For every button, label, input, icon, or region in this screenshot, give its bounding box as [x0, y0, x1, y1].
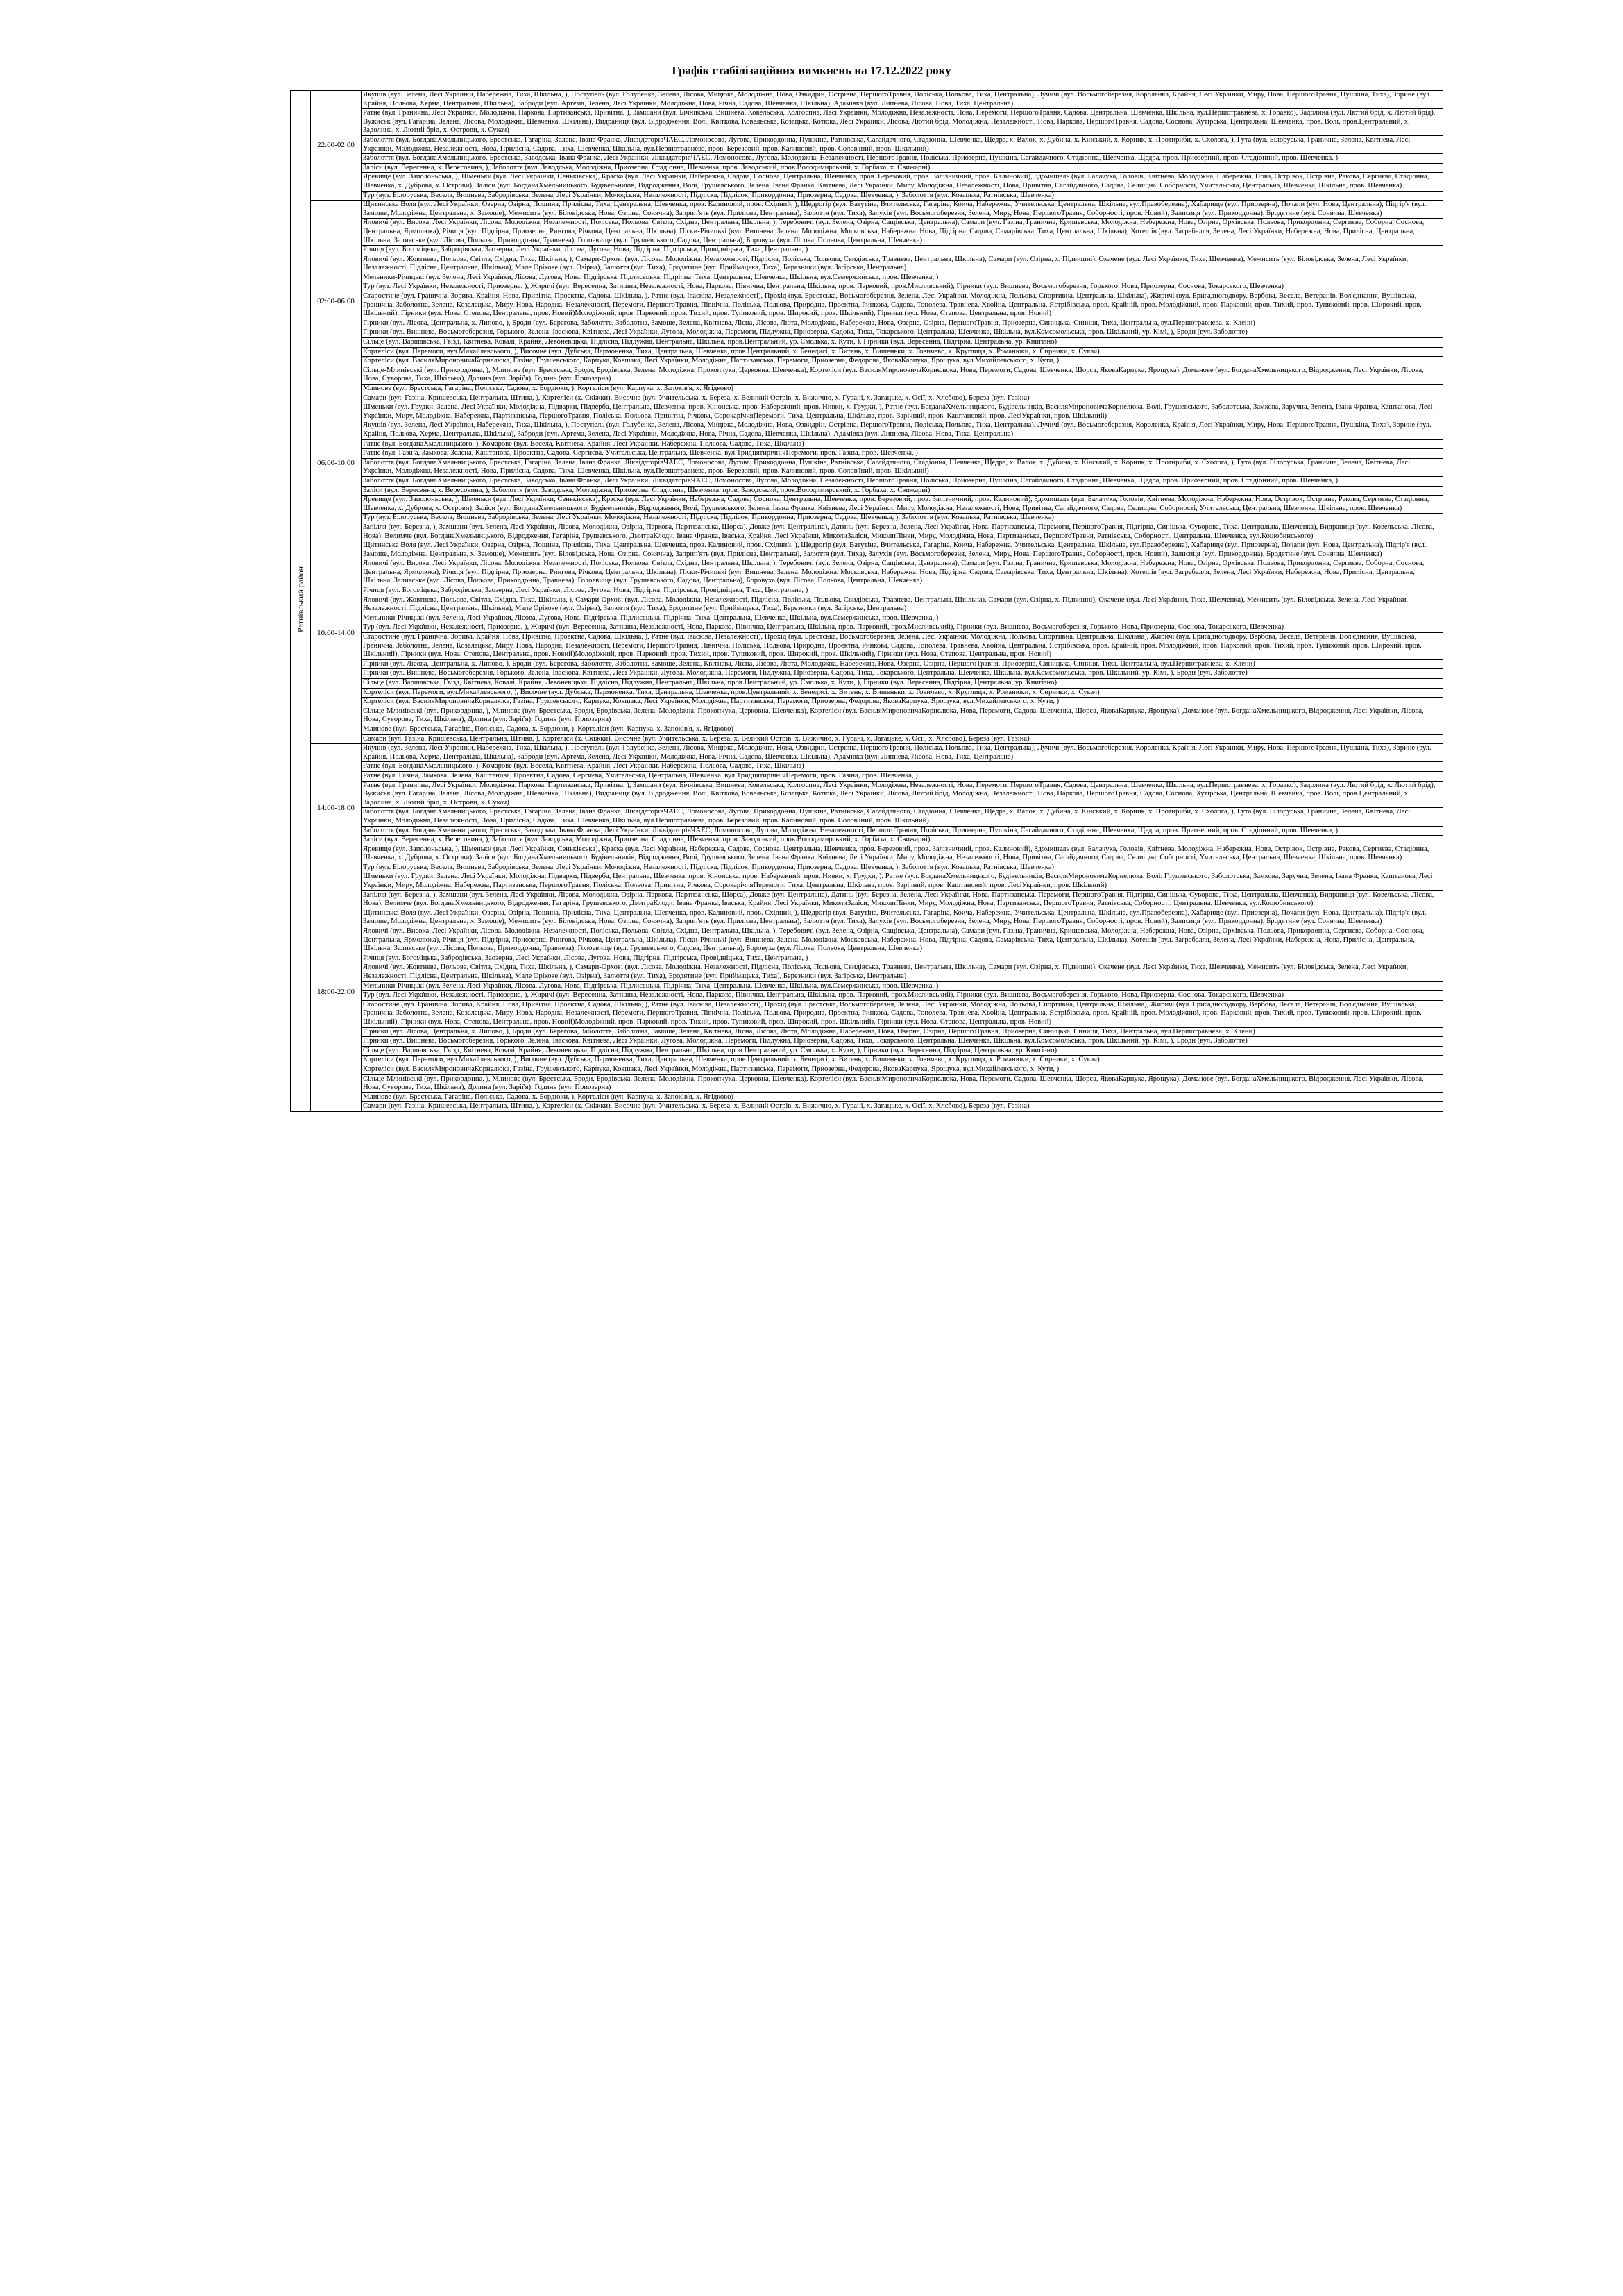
settlements-cell: Заболоття (вул. БогданаХмельницького, Брестська, Заводська, Івана Франка, Лесі Українки, ЛіквідаторівЧАЕС, Ломоносова, Лугова, Молодіжна, Незалежності, ПершогоТравня, Поліська, Приозерна, Пушкіна, Сагайдачного, Стадіонна, Шевченка, Щедра, пров. Приозерний, пров. Стадіонний, пров. Шевченка, ) — [362, 826, 1443, 836]
schedule-row — [291, 357, 1443, 366]
schedule-row — [291, 1046, 1443, 1056]
settlements-cell: Сільце-Млинівські (вул. Прикордонна, ), Млинове (вул. Брестська, Броди, Бродівська, Зелена, Молодіжна, Прокопчука, Церковна, Шевченка), Кортеліси (вул. ВасиляМироновичаКорнелюка, Нова, Перемоги, Садова, Шевченка, Щорса, ЯковаКарпука, Ярощука), Доманове (вул. БогданаХмельницького, Відродження, Лесі Українки, Лісова, Нова, Суворова, Тиха, Шкільна), Долина (вул. Зарії'я), Годинь (вул. Приозерна) — [362, 1074, 1443, 1092]
settlements-cell: Шменьки (вул. Грудки, Зелена, Лесі Українки, Молодіжна, Підварки, Підверба, Центральна, Шевченка, пров. Кінонська, пров. Набережний, пров. Нивки, х. Грудки, ), Ратне (вул. БогданаХмельницького, Будівельників, ВасиляМироновичаКорнелюка, Волі, Грушевського, Заболотська, Замкова, Заручна, Зелена, Івана Франка, Каштанова, Лесі Українки, Миру, Молодіжна, Набережна, Партизанська, ПершогоТравня, Поліська, Польова, Привітна, Річкова, СорокаріччяПеремоги, Тиха, Центральна, Шкільна, пров. Зарічний, пров. Каштановий, пров. ЛесіУкраїнки, пров. Шкільний) — [362, 872, 1443, 890]
schedule-row — [291, 623, 1443, 633]
schedule-row — [291, 1000, 1443, 1027]
settlements-cell: Щитинська Воля (вул. Лесі Українки, Озерна, Озірна, Пощина, Прилісна, Тиха, Центральна, Шевченка, пров. Калиновий, пров. Східний, ), Щедрогір (вул. Ватутіна, Вчительська, Гагаріна, Коича, Набережна, Учительська, Центральна, Шкільна, вул.Правоберезна), Хабарище (вул. Приозерна), Почапи (вул. Нова, Центральна), Підгір'я (вул. Замоше, Молодіжна, Центральна, х. Замоше), Межисить (вул. Біловідська, Нова, Озірна, Сонячна), Заприп'ять (вул. Прилісна, Центральна), Залюття (вул. Тиха), Залухів (вул. Восьмогоберезня, Зелена, Миру, Нова, ПершогоТравня, Соборності, пров. Новий), Залисиця (вул. Прикордонна), Бродятине (вул. Сонячна, Шевченка) — [362, 909, 1443, 927]
schedule-row — [291, 523, 1443, 541]
schedule-row — [291, 255, 1443, 273]
settlements-cell: Заболоття (вул. БогданаХмельницького, Брестська, Гагаріна, Зелена, Івана Франка, ЛіквідаторівЧАЕС, Ломоносова, Лугова, Прикордонна, Пушкіна, Ратнівська, Сагайдачного, Стадіонна, Шевченка, Щедра, х. Валок, х. Дубина, х. Кінський, х. Корник, х. Протириби, х. Схолога, ), Гута (вул. Білоруська, Гранична, Зелена, Квітнева, Лесі Українки, Молодіжна, Незалежності, Нова, Прилісна, Садова, Тиха, Шевченка, Шкільна, вул.Першотравнева, пров. Березовий, пров. Калиновий, пров. Солов'їний, пров. Шкільний) — [362, 458, 1443, 476]
schedule-row — [291, 347, 1443, 357]
schedule-row — [291, 836, 1443, 845]
schedule-row — [291, 559, 1443, 586]
settlements-cell: Кортеліси (вул. Перемоги, вул.Михайлевського, ), Височне (вул. Дубська, Пармоненка, Тиха, Центральна, Шевченка, пров.Центральний, х. Бенедисі, х. Витень, х. Вишеньки, х. Говичево, х. Круглиця, х. Романюки, х. Сирники, х. Сукач) — [362, 1056, 1443, 1065]
outage-schedule-table — [290, 90, 1443, 1112]
schedule-row — [291, 421, 1443, 439]
time-period-cell: 10:00-14:00 — [311, 523, 362, 743]
settlements-cell: Тур (вул. Лесі Українки, Незалежності, Приозерна, ), Жиричі (вул. Вересенна, Затишна, Незалежності, Нова, Паркова, Північна, Центральна, Шкільна, пров. Парковий, пров.Мисливський), Гірники (вул. Вишнева, Восьмогоберезня, Горького, Нова, Приозерна, Соснова, Токарського, Шевченка) — [362, 623, 1443, 633]
schedule-row — [291, 586, 1443, 596]
settlements-cell: Яревище (вул. Заполоньська, ), Шменьки (вул. Лесі Українки, Сеньківська), Краска (вул. Лесі Українки, Набережна, Садова, Соснова, Центральна, Шевченка, пров. Березовий, пров. Залізничний, пров. Калиновий), Здомишель (вул. Балачука, Головів, Квітнева, Молодіжна, Набережна, Нова, Острівок, Острівна, Ракова, Сергиєва, Стадіонна, Шевченка, х. Дуброва, х. Острови), Заліси (вул. БогданаХмельницького, Будівельників, Відродження, Волі, Грушевського, Зелена, Івана Франка, Квітнева, Лесі Українки, Миру, Молодіжна, Незалежності, Нова, Привітна, Сагайдачного, Садова, Селищна, Соборності, Учительська, Центральна, Шевченка, Шкільна, пров. Шевченка) — [362, 845, 1443, 863]
schedule-row — [291, 826, 1443, 836]
schedule-row — [291, 963, 1443, 981]
settlements-cell: Старостине (вул. Гранична, Зорива, Крайня, Нова, Привітна, Проектна, Садова, Шкільна, ), Ратне (вул. Івасківа, Незалежності), Прохід (вул. Брестська, Восьмогоберезня, Зелена, Лесі Українки, Молодіжна, Польова, Спортивна, Центральна, Шкільна), Жиричі (вул. Бригадногодвору, Вербова, Весела, Ветеранів, Вол'єднання, Вушівська, Гранична, Заболотна, Зелена, Козелецька, Миру, Нова, Народна, Незалежності, Перемоги, ПершогоТравня, Північна, Поліська, Польова, Природна, Проектна, Ринкова, Садова, Тополева, Травнева, Хвойна, Центральна, Ястрібівська, пров. Крайній, пров. Молодіжний, пров. Парковий, пров. Тихий, пров. Тупиковий, пров. Широкий, пров. Шкільний), Гірники (вул. Нова, Степова, Центральна, пров. Новий)Молодіжний, пров. Парковий, пров. Тихий, пров. Тупиковий, пров. Широкий, пров. Шкільний), Гірники (вул. Нова, Степова, Центральна, пров. Новий) — [362, 1000, 1443, 1027]
settlements-cell: Заболоття (вул. БогданаХмельницького, Брестська, Заводська, Івана Франка, Лесі Українки, ЛіквідаторівЧАЕС, Ломоносова, Лугова, Молодіжна, Незалежності, ПершогоТравня, Поліська, Приозерна, Пушкіна, Сагайдачного, Стадіонна, Шевченка, Щедра, пров. Приозерний, пров. Стадіонний, пров. Шевченка, ) — [362, 154, 1443, 164]
settlements-cell: Ратне (вул. БогданаХмельницького, ), Комарове (вул. Весела, Квітнева, Крайня, Лесі Українки, Набережна, Польова, Садова, Тиха, Шкільна) — [362, 439, 1443, 449]
settlements-cell: Запілля (вул. Березна, ), Замшани (вул. Зелена, Лесі Українки, Лісова, Молодіжна, Озірна, Паркова, Партизанська, Щорса), Довже (вул. Центральна), Датинь (вул. Березна, Зелена, Лесі Українки, Нова, Партизанська, Перемоги, ПершогоТравня, Підгірна, Синіцька, Суворова, Тиха, Центральна, Шевченка), Видраниця (вул. Ковельська, Лісова, Нова), Велимче (вул. БогданаХмельницького, Відродження, Гагаріна, Грушевського, ДмитраКлоди, Івана Франка, Іваська, Крайня, Лесі Українки, МиколиЗаліси, МиколиПінки, Миру, Молодіжна, Нова, Партизанська, ПершогоТравня, Ратнівська, Соборності, Центральна, Шевченка, вул.Коцюбинського) — [362, 523, 1443, 541]
schedule-row — [291, 890, 1443, 909]
schedule-row — [291, 633, 1443, 660]
settlements-cell: Яловичі (вул. Висока, Лесі Українки, Лісова, Молодіжна, Незалежності, Поліська, Польова, Світла, Східна, Центральна, Шкільна, ), Теребовичі (вул. Зелена, Озірна, Сащівська, Центральна), Самари (вул. Газіна, Гранична, Кришевська, Молодіжна, Набережна, Нова, Озірна, Орхівська, Польова, Прикордонна, Сергиєва, Соборна, Соснова, Центральна, Ярмолюка), Річиця (вул. Підгірна, Приозерна, Рингова, Річкова, Центральна, Шкільна), Піски-Річицькі (вул. Вишнева, Зелена, Молодіжна, Московська, Набережна, Нова, Підгірна, Садова, Самарівська, Тиха, Центральна, Шкільна), Хотешів (вул. Загребелля, Зелена, Лесі Українки, Набережна, Нова, Прилісна, Центральна, Шкільна, Заливське (вул. Лісова, Польова, Прикордонна, Травнева), Голоевище (вул. Грушевського, Садова, Центральна), Боровуха (вул. Лісова, Польова, Центральна, Шевченка) — [362, 927, 1443, 954]
settlements-cell: Гірники (вул. Вишнева, Восьмогоберезня, Горького, Зелена, Іваскова, Квітнева, Лесі Українки, Лугова, Молодіжна, Перемоги, Підлужна, Приозерна, Садова, Тиха, Токарського, Центральна, Шевченка, Шкільна, вул.Комсомольська, пров. Шкільний, ур. Кімі, ), Броди (вул. Заболотте) — [362, 1037, 1443, 1047]
settlements-cell: Сільце-Млинівські (вул. Прикордонна, ), Млинове (вул. Брестська, Броди, Бродівська, Зелена, Молодіжна, Прокопчука, Церковна, Шевченка), Кортеліси (вул. ВасиляМироновичаКорнелюка, Нова, Перемоги, Садова, Шевченка, Щорса, ЯковаКарпука, Ярощука), Доманове (вул. БогданаХмельницького, Відродження, Лесі Українки, Лісова, Нова, Суворова, Тиха, Шкільна), Долина (вул. Зарії'я), Годинь (вул. Приозерна) — [362, 707, 1443, 725]
schedule-row — [291, 273, 1443, 282]
schedule-row — [291, 596, 1443, 614]
schedule-row — [291, 981, 1443, 991]
settlements-cell: Якушів (вул. Зелена, Лесі Українки, Набережна, Тиха, Шкільна, ), Поступель (вул. Голубенка, Зелена, Лісова, Мицюка, Молодіжна, Нова, Озвидрін, Острівна, ПершогоТравня, Поліська, Польова, Тиха, Центральна), Лучичі (вул. Восьмогоберезня, Короленка, Крайня, Лесі Українки, Миру, Нова, ПершогоТравня, Пушкіна, Тиха), Зорине (вул. Крайня, Польова, Херма, Центральна, Шкільна), Заброди (вул. Артема, Зелена, Лесі Українки, Молодіжна, Нова, Річна, Садова, Шевченка, Шкільна), Адамівка (вул. Липнева, Лісова, Нова, Тиха, Центральна) — [362, 744, 1443, 762]
settlements-cell: Сільце (вул. Варшавська, Гвізд, Квітнева, Ковалі, Крайня, Левоневщька, Підлісна, Підлужна, Центральна, Шкільна, пров.Центральний, ур. Смолька, х. Кути, ), Гірники (вул. Вересенна, Підгірна, Центральна, ур. Книгізно) — [362, 679, 1443, 689]
time-period-cell: 22:00-02:00 — [311, 91, 362, 201]
settlements-cell: Ратне (вул. Газіна, Замкова, Зелена, Каштанова, Проектна, Садова, Сергиєва, Учительська, Центральна, Шевченка, вул.ТридцятирічнічПеремоги, пров. Газіна, пров. Шевченка, ) — [362, 449, 1443, 459]
settlements-cell: Гірники (вул. Лісова, Центральна, х. Липово, ), Броди (вул. Берегова, Заболотте, Заболотна, Замоше, Зелена, Квітнева, Лісна, Лісова, Люта, Молодіжна, Набережна, Нова, Озерна, Озірна, ПершогоТравня, Приозерна, Синицька, Синиця, Тиха, Центральна, вул.Першотравнева, х. Клени) — [362, 659, 1443, 669]
settlements-cell: Шменьки (вул. Грудки, Зелена, Лесі Українки, Молодіжна, Підварки, Підверба, Центральна, Шевченка, пров. Кінонська, пров. Набережний, пров. Нивки, х. Грудки, ), Ратне (вул. БогданаХмельницького, Будівельників, ВасиляМироновичаКорнелюка, Волі, Грушевського, Заболотська, Замкова, Заручна, Зелена, Івана Франка, Каштанова, Лесі Українки, Миру, Молодіжна, Набережна, Партизанська, ПершогоТравня, Поліська, Польова, Привітна, Річкова, СорокаріччяПеремоги, Тиха, Центральна, Шкільна, пров. Зарічний, пров. Каштановий, пров. ЛесіУкраїнки, пров. Шкільний) — [362, 403, 1443, 421]
settlements-cell: Гірники (вул. Вишнева, Восьмогоберезня, Горького, Зелена, Іваскова, Квітнева, Лесі Українки, Лугова, Молодіжна, Перемоги, Підлужна, Приозерна, Садова, Тиха, Токарського, Центральна, Шевченка, Шкільна, вул.Комсомольська, пров. Шкільний, ур. Кімі, ), Броди (вул. Заболотте) — [362, 669, 1443, 679]
schedule-row — [291, 366, 1443, 384]
schedule-row — [291, 991, 1443, 1001]
settlements-cell: Тур (вул. Білоруська, Весела, Вишнева, Забродівська, Зелена, Лесі Українки, Молодіжна, Незалежності, Підліска, Підлісок, Прикордонна, Приозерна, Садова, Шевченка, ), Заболоття (вул. Козацька, Ратнівська, Шевченка) — [362, 191, 1443, 201]
schedule-row — [291, 1056, 1443, 1065]
settlements-cell: Млинове (вул. Брестська, Гагаріна, Поліська, Садова, х. Бордюки, ), Кортеліси (вул. Карпука, х. Запоків'я, х. Ягідково) — [362, 385, 1443, 394]
settlements-cell: Самари (вул. Газіна, Кришевська, Центральна, Штина, ), Кортеліси (х. Скіжки), Височне (вул. Учительська, х. Береза, х. Великий Острів, х. Вижично, х. Гурані, х. Загацьке, х. Осії, х. Хлєбово), Береза (вул. Газіна) — [362, 734, 1443, 744]
schedule-row — [291, 476, 1443, 486]
schedule-row — [291, 909, 1443, 927]
settlements-cell: Гірники (вул. Лісова, Центральна, х. Липово, ), Броди (вул. Берегова, Заболотте, Заболотна, Замоше, Зелена, Квітнева, Лісна, Лісова, Люта, Молодіжна, Набережна, Нова, Озерна, Озірна, ПершогоТравня, Приозерна, Синицька, Синиця, Тиха, Центральна, вул.Першотравнева, х. Клени) — [362, 1027, 1443, 1037]
settlements-cell: Кортеліси (вул. ВасиляМироновичаКорнелюка, Газіна, Грушевського, Карпука, Ковшака, Лесі Українки, Молодіжна, Партизанська, Перемоги, Приозерна, Федорова, ЯковаКарпука, Ярощука, вул.Михайлевського, х. Кути, ) — [362, 357, 1443, 366]
schedule-row — [291, 246, 1443, 255]
settlements-cell: Тур (вул. Лесі Українки, Незалежності, Приозерна, ), Жиричі (вул. Вересенна, Затишна, Незалежності, Нова, Паркова, Північна, Центральна, Шкільна, пров. Парковий, пров.Мисливський), Гірники (вул. Вишнева, Восьмогоберезня, Горького, Нова, Приозерна, Соснова, Токарського, Шевченка) — [362, 991, 1443, 1001]
settlements-cell: Самари (вул. Газіна, Кришевська, Центральна, Штина, ), Кортеліси (х. Скіжки), Височне (вул. Учительська, х. Береза, х. Великий Острів, х. Вижично, х. Гурані, х. Загацьке, х. Осії, х. Хлєбово), Береза (вул. Газіна) — [362, 394, 1443, 403]
schedule-row — [291, 679, 1443, 689]
schedule-row — [291, 845, 1443, 863]
schedule-row — [291, 292, 1443, 319]
settlements-cell: Старостине (вул. Гранична, Зорива, Крайня, Нова, Привітна, Проектна, Садова, Шкільна, ), Ратне (вул. Івасківа, Незалежності), Прохід (вул. Брестська, Восьмогоберезня, Зелена, Лесі Українки, Молодіжна, Польова, Спортивна, Центральна, Шкільна), Жиричі (вул. Бригадногодвору, Вербова, Весела, Ветеранів, Вол'єднання, Вушівська, Гранична, Заболотна, Зелена, Козелецька, Миру, Нова, Народна, Незалежності, Перемоги, ПершогоТравня, Північна, Поліська, Польова, Природна, Проектна, Ринкова, Садова, Тополева, Травнева, Хвойна, Центральна, Ястрібівська, пров. Крайній, пров. Молодіжний, пров. Парковий, пров. Тихий, пров. Тупиковий, пров. Широкий, пров. Шкільний), Гірники (вул. Нова, Степова, Центральна, пров. Новий)Молодіжний, пров. Парковий, пров. Тихий, пров. Тупиковий, пров. Широкий, пров. Шкільний), Гірники (вул. Нова, Степова, Центральна, пров. Новий) — [362, 292, 1443, 319]
schedule-row — [291, 191, 1443, 201]
schedule-row — [291, 927, 1443, 954]
settlements-cell: Млинове (вул. Брестська, Гагаріна, Поліська, Садова, х. Бордюки, ), Кортеліси (вул. Карпука, х. Запоків'я, х. Ягідково) — [362, 1092, 1443, 1102]
settlements-cell: Яловичі (вул. Висока, Лесі Українки, Лісова, Молодіжна, Незалежності, Поліська, Польова, Світла, Східна, Центральна, Шкільна, ), Теребовичі (вул. Зелена, Озірна, Сащівська, Центральна), Самари (вул. Газіна, Гранична, Кришевська, Молодіжна, Набережна, Нова, Озірна, Орхівська, Польова, Прикордонна, Сергиєва, Соборна, Соснова, Центральна, Ярмолюка), Річиця (вул. Підгірна, Приозерна, Рингова, Річкова, Центральна, Шкільна), Піски-Річицькі (вул. Вишнева, Зелена, Молодіжна, Московська, Набережна, Нова, Підгірна, Садова, Самарівська, Тиха, Центральна, Шкільна), Хотешів (вул. Загребелля, Зелена, Лесі Українки, Набережна, Нова, Прилісна, Центральна, Шкільна, Заливське (вул. Лісова, Польова, Прикордонна, Травнева), Голоевище (вул. Грушевського, Садова, Центральна), Боровуха (вул. Лісова, Польова, Центральна, Шевченка) — [362, 559, 1443, 586]
time-period-cell: 14:00-18:00 — [311, 744, 362, 872]
schedule-row — [291, 135, 1443, 153]
schedule-row — [291, 734, 1443, 744]
schedule-row — [291, 669, 1443, 679]
settlements-cell: Ратне (вул. Гранична, Лесі Українки, Молодіжна, Паркова, Партизанська, Привітна, ), Замшани (вул. Бічнівська, Вишнева, Ковельська, Колгоспна, Лесі Українки, Молодіжна, Незалежності, Нова, Перемоги, ПершогоТравня, Садова, Центральна, Шевченка, Шкільна, вул.Першотравнева, х. Горавко), Задолина (вул. Лютий брід, х. Лютий брід), Вужиськ (вул. Гагаріна, Зелена, Лісова, Молодіжна, Шевченка, Шкільна), Видраниця (вул. Відродження, Волі, Квіткова, Ковельська, Козацька, Котюка, Лесі Українки, Лісова, Лютий брід, Молодіжна, Незалежності, Нова, Паркова, ПершогоТравня, Садова, Соснова, Хутірська, Центральна, Шевченка, пров. Волі, пров.Центральний, х. Задолина, х. Лютий брід, х. Острови, х. Сукач) — [362, 781, 1443, 808]
settlements-cell: Кортеліси (вул. Перемоги, вул.Михайлевського, ), Височне (вул. Дубська, Пармоненка, Тиха, Центральна, Шевченка, пров.Центральний, х. Бенедисі, х. Витень, х. Вишеньки, х. Говичево, х. Круглиця, х. Романюки, х. Сирники, х. Сукач) — [362, 688, 1443, 698]
settlements-cell: Тур (вул. Білоруська, Весела, Вишнева, Забродівська, Зелена, Лесі Українки, Молодіжна, Незалежності, Підліска, Підлісок, Прикордонна, Приозерна, Садова, Шевченка, ), Заболоття (вул. Козацька, Ратнівська, Шевченка) — [362, 863, 1443, 872]
schedule-row — [291, 688, 1443, 698]
settlements-cell: Річиця (вул. Богоміцька, Забродівська, Заозерна, Лесі Українки, Лісова, Лугова, Нова, Підгірна, Підгірська, Провідніцька, Тиха, Центральна, ) — [362, 954, 1443, 963]
settlements-cell: Яловичі (вул. Жовтнева, Польова, Світла, Східна, Тиха, Шкільна, ), Самари-Орхові (вул. Лісова, Молодіжна, Незалежності, Підлісна, Поліська, Польова, Свидівська, Травнева, Центральна, Шкільна), Самари (вул. Озірна, х. Підвишні), Окачене (вул. Лесі Українки, Тиха, Шевченка), Межисить (вул. Біловідська, Зелена, Лесі Українки, Незалежності, Підлісна, Центральна, Шкільна), Мале Орікове (вул. Озірна), Залюття (вул. Тиха), Бродятине (вул. Приймацька, Тиха), Березники (вул. Загірська, Центральна) — [362, 255, 1443, 273]
schedule-row — [291, 744, 1443, 762]
settlements-cell: Заліси (вул. Вересенна, х. Вересовина, ), Заболоття (вул. Заводська, Молодіжна, Приозерна, Стадіонна, Шевченка, пров. Заводський, пров.Володимирський, х. Горбаха, х. Свижарні) — [362, 836, 1443, 845]
settlements-cell: Яревище (вул. Заполоньська, ), Шменьки (вул. Лесі Українки, Сеньківська), Краска (вул. Лесі Українки, Набережна, Садова, Соснова, Центральна, Шевченка, пров. Березовий, пров. Залізничний, пров. Калиновий), Здомишель (вул. Балачука, Головів, Квітнева, Молодіжна, Набережна, Нова, Острівок, Острівна, Ракова, Сергиєва, Стадіонна, Шевченка, х. Дуброва, х. Острови), Заліси (вул. БогданаХмельницького, Будівельників, Відродження, Волі, Грушевського, Зелена, Івана Франка, Квітнева, Лесі Українки, Миру, Молодіжна, Незалежності, Нова, Привітна, Сагайдачного, Садова, Селищна, Соборності, Учительська, Центральна, Шевченка, Шкільна, пров. Шевченка) — [362, 173, 1443, 191]
schedule-row — [291, 439, 1443, 449]
schedule-row — [291, 541, 1443, 559]
schedule-row — [291, 698, 1443, 707]
schedule-row — [291, 328, 1443, 338]
settlements-cell: Мельники-Річицькі (вул. Зелена, Лесі Українки, Лісова, Лугова, Нова, Підгірська, Підлисецька, Підрічна, Тиха, Центральна, Шевченка, Шкільна, вул.Семержинська, пров. Шевченка, ) — [362, 614, 1443, 623]
schedule-row — [291, 863, 1443, 872]
schedule-row — [291, 707, 1443, 725]
settlements-cell: Самари (вул. Газіна, Кришевська, Центральна, Штина, ), Кортеліси (х. Скіжки), Височне (вул. Учительська, х. Береза, х. Великий Острів, х. Вижично, х. Гурані, х. Загацьке, х. Осії, х. Хлєбово), Береза (вул. Газіна) — [362, 1102, 1443, 1112]
schedule-row — [291, 201, 1443, 219]
schedule-row — [291, 91, 1443, 109]
settlements-cell: Гірники (вул. Вишнева, Восьмогоберезня, Горького, Зелена, Іваскова, Квітнева, Лесі Українки, Лугова, Молодіжна, Перемоги, Підлужна, Приозерна, Садова, Тиха, Токарського, Центральна, Шевченка, Шкільна, вул.Комсомольська, пров. Шкільний, ур. Кімі, ), Броди (вул. Заболотте) — [362, 328, 1443, 338]
schedule-row — [291, 1065, 1443, 1074]
schedule-row — [291, 173, 1443, 191]
schedule-row — [291, 1092, 1443, 1102]
schedule-row — [291, 1074, 1443, 1092]
settlements-cell: Заліси (вул. Вересенна, х. Вересовина, ), Заболоття (вул. Заводська, Молодіжна, Приозерна, Стадіонна, Шевченка, пров. Заводський, пров.Володимирський, х. Горбаха, х. Свижарні) — [362, 163, 1443, 173]
settlements-cell: Старостине (вул. Гранична, Зорива, Крайня, Нова, Привітна, Проектна, Садова, Шкільна, ), Ратне (вул. Івасківа, Незалежності), Прохід (вул. Брестська, Восьмогоберезня, Зелена, Лесі Українки, Молодіжна, Польова, Спортивна, Центральна, Шкільна), Жиричі (вул. Бригадногодвору, Вербова, Весела, Ветеранів, Вол'єднання, Вушівська, Гранична, Заболотна, Зелена, Козелецька, Миру, Нова, Народна, Незалежності, Перемоги, ПершогоТравня, Північна, Поліська, Польова, Природна, Проектна, Ринкова, Садова, Тополева, Травнева, Хвойна, Центральна, Ястрібівська, пров. Крайній, пров. Молодіжний, пров. Парковий, пров. Тихий, пров. Тупиковий, пров. Широкий, пров. Шкільний), Гірники (вул. Нова, Степова, Центральна, пров. Новий)Молодіжний, пров. Парковий, пров. Тихий, пров. Тупиковий, пров. Широкий, пров. Шкільний), Гірники (вул. Нова, Степова, Центральна, пров. Новий) — [362, 633, 1443, 660]
settlements-cell: Заліси (вул. Вересенна, х. Вересовина, ), Заболоття (вул. Заводська, Молодіжна, Приозерна, Стадіонна, Шевченка, пров. Заводський, пров.Володимирський, х. Горбаха, х. Свижарні) — [362, 486, 1443, 496]
settlements-cell: Кортеліси (вул. ВасиляМироновичаКорнелюка, Газіна, Грушевського, Карпука, Ковшака, Лесі Українки, Молодіжна, Партизанська, Перемоги, Приозерна, Федорова, ЯковаКарпука, Ярощука, вул.Михайлевського, х. Кути, ) — [362, 698, 1443, 707]
settlements-cell: Заболоття (вул. БогданаХмельницького, Брестська, Заводська, Івана Франка, Лесі Українки, ЛіквідаторівЧАЕС, Ломоносова, Лугова, Молодіжна, Незалежності, ПершогоТравня, Поліська, Приозерна, Пушкіна, Сагайдачного, Стадіонна, Шевченка, Щедра, пров. Приозерний, пров. Стадіонний, пров. Шевченка, ) — [362, 476, 1443, 486]
settlements-cell: Заболоття (вул. БогданаХмельницького, Брестська, Гагаріна, Зелена, Івана Франка, ЛіквідаторівЧАЕС, Ломоносова, Лугова, Прикордонна, Пушкіна, Ратнівська, Сагайдачного, Стадіонна, Шевченка, Щедра, х. Валок, х. Дубина, х. Кінський, х. Корник, х. Протириби, х. Схолога, ), Гута (вул. Білоруська, Гранична, Зелена, Квітнева, Лесі Українки, Молодіжна, Незалежності, Нова, Прилісна, Садова, Тиха, Шевченка, Шкільна, вул.Першотравнева, пров. Березовий, пров. Калиновий, пров. Солов'їний, пров. Шкільний) — [362, 808, 1443, 826]
schedule-row — [291, 163, 1443, 173]
schedule-row — [291, 659, 1443, 669]
settlements-cell: Мельники-Річицькі (вул. Зелена, Лесі Українки, Лісова, Лугова, Нова, Підгірська, Підлисецька, Підрічна, Тиха, Центральна, Шевченка, Шкільна, вул.Семержинська, пров. Шевченка, ) — [362, 273, 1443, 282]
settlements-cell: Тур (вул. Білоруська, Весела, Вишнева, Забродівська, Зелена, Лесі Українки, Молодіжна, Незалежності, Підліска, Підлісок, Прикордонна, Приозерна, Садова, Шевченка, ), Заболоття (вул. Козацька, Ратнівська, Шевченка) — [362, 514, 1443, 523]
schedule-row — [291, 219, 1443, 246]
schedule-row — [291, 154, 1443, 164]
page-title: Графік стабілізаційних вимкнень на 17.12.2022 року — [672, 64, 951, 77]
schedule-row — [291, 282, 1443, 292]
settlements-cell: Щитинська Воля (вул. Лесі Українки, Озерна, Озірна, Пощина, Прилісна, Тиха, Центральна, Шевченка, пров. Калиновий, пров. Східний, ), Щедрогір (вул. Ватутіна, Вчительська, Гагаріна, Коича, Набережна, Учительська, Центральна, Шкільна, вул.Правоберезна), Хабарище (вул. Приозерна), Почапи (вул. Нова, Центральна), Підгір'я (вул. Замоше, Молодіжна, Центральна, х. Замоше), Межисить (вул. Біловідська, Нова, Озірна, Сонячна), Заприп'ять (вул. Прилісна, Центральна), Залюття (вул. Тиха), Залухів (вул. Восьмогоберезня, Зелена, Миру, Нова, ПершогоТравня, Соборності, пров. Новий), Залисиця (вул. Прикордонна), Бродятине (вул. Сонячна, Шевченка) — [362, 201, 1443, 219]
time-period-cell: 02:00-06:00 — [311, 201, 362, 403]
settlements-cell: Мельники-Річицькі (вул. Зелена, Лесі Українки, Лісова, Лугова, Нова, Підгірська, Підлисецька, Підрічна, Тиха, Центральна, Шевченка, Шкільна, вул.Семержинська, пров. Шевченка, ) — [362, 981, 1443, 991]
settlements-cell: Ратне (вул. Гранична, Лесі Українки, Молодіжна, Паркова, Партизанська, Привітна, ), Замшани (вул. Бічнівська, Вишнева, Ковельська, Колгоспна, Лесі Українки, Молодіжна, Незалежності, Нова, Перемоги, ПершогоТравня, Садова, Центральна, Шевченка, Шкільна, вул.Першотравнева, х. Горавко), Задолина (вул. Лютий брід, х. Лютий брід), Вужиськ (вул. Гагаріна, Зелена, Лісова, Молодіжна, Шевченка, Шкільна), Видраниця (вул. Відродження, Волі, Квіткова, Ковельська, Козацька, Котюка, Лесі Українки, Лісова, Лютий брід, Молодіжна, Незалежності, Нова, Паркова, ПершогоТравня, Садова, Соснова, Хутірська, Центральна, Шевченка, пров. Волі, пров.Центральний, х. Задолина, х. Лютий брід, х. Острови, х. Сукач) — [362, 109, 1443, 136]
settlements-cell: Ратне (вул. Газіна, Замкова, Зелена, Каштанова, Проектна, Садова, Сергиєва, Учительська, Центральна, Шевченка, вул.ТридцятирічнічПеремоги, пров. Газіна, пров. Шевченка, ) — [362, 771, 1443, 781]
settlements-cell: Млинове (вул. Брестська, Гагаріна, Поліська, Садова, х. Бордюки, ), Кортеліси (вул. Карпука, х. Запоків'я, х. Ягідково) — [362, 725, 1443, 734]
schedule-row — [291, 394, 1443, 403]
time-period-cell: 06:00-10:00 — [311, 403, 362, 523]
schedule-row — [291, 872, 1443, 890]
district-name: Ратнівський район — [295, 566, 305, 633]
schedule-row — [291, 109, 1443, 136]
schedule-row — [291, 458, 1443, 476]
schedule-row — [291, 1037, 1443, 1047]
settlements-cell: Кортеліси (вул. Перемоги, вул.Михайлевського, ), Височне (вул. Дубська, Пармоненка, Тиха, Центральна, Шевченка, пров.Центральний, х. Бенедисі, х. Витень, х. Вишеньки, х. Говичево, х. Круглиця, х. Романюки, х. Сирники, х. Сукач) — [362, 347, 1443, 357]
schedule-row — [291, 954, 1443, 963]
settlements-cell: Якушів (вул. Зелена, Лесі Українки, Набережна, Тиха, Шкільна, ), Поступель (вул. Голубенка, Зелена, Лісова, Мицюка, Молодіжна, Нова, Озвидрін, Острівна, ПершогоТравня, Поліська, Польова, Тиха, Центральна), Лучичі (вул. Восьмогоберезня, Короленка, Крайня, Лесі Українки, Миру, Нова, ПершогоТравня, Пушкіна, Тиха), Зорине (вул. Крайня, Польова, Херма, Центральна, Шкільна), Заброди (вул. Артема, Зелена, Лесі Українки, Молодіжна, Нова, Річна, Садова, Шевченка, Шкільна), Адамівка (вул. Липнева, Лісова, Нова, Тиха, Центральна) — [362, 421, 1443, 439]
schedule-row — [291, 808, 1443, 826]
settlements-cell: Заболоття (вул. БогданаХмельницького, Брестська, Гагаріна, Зелена, Івана Франка, ЛіквідаторівЧАЕС, Ломоносова, Лугова, Прикордонна, Пушкіна, Ратнівська, Сагайдачного, Стадіонна, Шевченка, Щедра, х. Валок, х. Дубина, х. Кінський, х. Корник, х. Протириби, х. Схолога, ), Гута (вул. Білоруська, Гранична, Зелена, Квітнева, Лесі Українки, Молодіжна, Незалежності, Нова, Прилісна, Садова, Тиха, Шевченка, Шкільна, вул.Першотравнева, пров. Березовий, пров. Калиновий, пров. Солов'їний, пров. Шкільний) — [362, 135, 1443, 153]
settlements-cell: Сільце (вул. Варшавська, Гвізд, Квітнева, Ковалі, Крайня, Левоневщька, Підлісна, Підлужна, Центральна, Шкільна, пров.Центральний, ур. Смолька, х. Кути, ), Гірники (вул. Вересенна, Підгірна, Центральна, ур. Книгізно) — [362, 338, 1443, 348]
settlements-cell: Гірники (вул. Лісова, Центральна, х. Липово, ), Броди (вул. Берегова, Заболотте, Заболотна, Замоше, Зелена, Квітнева, Лісна, Лісова, Люта, Молодіжна, Набережна, Нова, Озерна, Озірна, ПершогоТравня, Приозерна, Синицька, Синиця, Тиха, Центральна, вул.Першотравнева, х. Клени) — [362, 319, 1443, 328]
settlements-cell: Щитинська Воля (вул. Лесі Українки, Озерна, Озірна, Пощина, Прилісна, Тиха, Центральна, Шевченка, пров. Калиновий, пров. Східний, ), Щедрогір (вул. Ватутіна, Вчительська, Гагаріна, Коича, Набережна, Учительська, Центральна, Шкільна, вул.Правоберезна), Хабарище (вул. Приозерна), Почапи (вул. Нова, Центральна), Підгір'я (вул. Замоше, Молодіжна, Центральна, х. Замоше), Межисить (вул. Біловідська, Нова, Озірна, Сонячна), Заприп'ять (вул. Прилісна, Центральна), Залюття (вул. Тиха), Залухів (вул. Восьмогоберезня, Зелена, Миру, Нова, ПершогоТравня, Соборності, пров. Новий), Залисиця (вул. Прикордонна), Бродятине (вул. Сонячна, Шевченка) — [362, 541, 1443, 559]
settlements-cell: Кортеліси (вул. ВасиляМироновичаКорнелюка, Газіна, Грушевського, Карпука, Ковшака, Лесі Українки, Молодіжна, Партизанська, Перемоги, Приозерна, Федорова, ЯковаКарпука, Ярощука, вул.Михайлевського, х. Кути, ) — [362, 1065, 1443, 1074]
district-cell — [291, 91, 311, 1112]
settlements-cell: Запілля (вул. Березна, ), Замшани (вул. Зелена, Лесі Українки, Лісова, Молодіжна, Озірна, Паркова, Партизанська, Щорса), Довже (вул. Центральна), Датинь (вул. Березна, Зелена, Лесі Українки, Нова, Партизанська, Перемоги, ПершогоТравня, Підгірна, Синіцька, Суворова, Тиха, Центральна, Шевченка), Видраниця (вул. Ковельська, Лісова, Нова), Велимче (вул. БогданаХмельницького, Відродження, Гагаріна, Грушевського, ДмитраКлоди, Івана Франка, Іваська, Крайня, Лесі Українки, МиколиЗаліси, МиколиПінки, Миру, Молодіжна, Нова, Партизанська, ПершогоТравня, Ратнівська, Соборності, Центральна, Шевченка, вул.Коцюбинського) — [362, 890, 1443, 909]
schedule-row — [291, 771, 1443, 781]
settlements-cell: Яревище (вул. Заполоньська, ), Шменьки (вул. Лесі Українки, Сеньківська), Краска (вул. Лесі Українки, Набережна, Садова, Соснова, Центральна, Шевченка, пров. Березовий, пров. Залізничний, пров. Калиновий), Здомишель (вул. Балачука, Головів, Квітнева, Молодіжна, Набережна, Нова, Острівок, Острівна, Ракова, Сергиєва, Стадіонна, Шевченка, х. Дуброва, х. Острови), Заліси (вул. БогданаХмельницького, Будівельників, Відродження, Волі, Грушевського, Зелена, Івана Франка, Квітнева, Лесі Українки, Миру, Молодіжна, Незалежності, Нова, Привітна, Сагайдачного, Садова, Селищна, Соборності, Учительська, Центральна, Шевченка, Шкільна, пров. Шевченка) — [362, 496, 1443, 514]
schedule-row — [291, 319, 1443, 328]
schedule-row — [291, 1102, 1443, 1112]
settlements-cell: Сільце-Млинівські (вул. Прикордонна, ), Млинове (вул. Брестська, Броди, Бродівська, Зелена, Молодіжна, Прокопчука, Церковна, Шевченка), Кортеліси (вул. ВасиляМироновичаКорнелюка, Нова, Перемоги, Садова, Шевченка, Щорса, ЯковаКарпука, Ярощука), Доманове (вул. БогданаХмельницького, Відродження, Лесі Українки, Лісова, Нова, Суворова, Тиха, Шкільна), Долина (вул. Зарії'я), Годинь (вул. Приозерна) — [362, 366, 1443, 384]
settlements-cell: Річиця (вул. Богоміцька, Забродівська, Заозерна, Лесі Українки, Лісова, Лугова, Нова, Підгірна, Підгірська, Провідніцька, Тиха, Центральна, ) — [362, 586, 1443, 596]
schedule-row — [291, 725, 1443, 734]
schedule-row — [291, 486, 1443, 496]
schedule-row — [291, 762, 1443, 772]
settlements-cell: Сільце (вул. Варшавська, Гвізд, Квітнева, Ковалі, Крайня, Левоневщька, Підлісна, Підлужна, Центральна, Шкільна, пров.Центральний, ур. Смолька, х. Кути, ), Гірники (вул. Вересенна, Підгірна, Центральна, ур. Книгізно) — [362, 1046, 1443, 1056]
settlements-cell: Яловичі (вул. Жовтнева, Польова, Світла, Східна, Тиха, Шкільна, ), Самари-Орхові (вул. Лісова, Молодіжна, Незалежності, Підлісна, Поліська, Польова, Свидівська, Травнева, Центральна, Шкільна), Самари (вул. Озірна, х. Підвишні), Окачене (вул. Лесі Українки, Тиха, Шевченка), Межисить (вул. Біловідська, Зелена, Лесі Українки, Незалежності, Підлісна, Центральна, Шкільна), Мале Орікове (вул. Озірна), Залюття (вул. Тиха), Бродятине (вул. Приймацька, Тиха), Березники (вул. Загірська, Центральна) — [362, 963, 1443, 981]
settlements-cell: Тур (вул. Лесі Українки, Незалежності, Приозерна, ), Жиричі (вул. Вересенна, Затишна, Незалежності, Нова, Паркова, Північна, Центральна, Шкільна, пров. Парковий, пров.Мисливський), Гірники (вул. Вишнева, Восьмогоберезня, Горького, Нова, Приозерна, Соснова, Токарського, Шевченка) — [362, 282, 1443, 292]
schedule-row — [291, 403, 1443, 421]
schedule-row — [291, 449, 1443, 459]
schedule-row — [291, 514, 1443, 523]
time-period-cell: 18:00-22:00 — [311, 872, 362, 1111]
settlements-cell: Ратне (вул. БогданаХмельницького, ), Комарове (вул. Весела, Квітнева, Крайня, Лесі Українки, Набережна, Польова, Садова, Тиха, Шкільна) — [362, 762, 1443, 772]
schedule-row — [291, 385, 1443, 394]
schedule-row — [291, 614, 1443, 623]
schedule-row — [291, 781, 1443, 808]
schedule-row — [291, 338, 1443, 348]
settlements-cell: Якушів (вул. Зелена, Лесі Українки, Набережна, Тиха, Шкільна, ), Поступель (вул. Голубенка, Зелена, Лісова, Мицюка, Молодіжна, Нова, Озвидрін, Острівна, ПершогоТравня, Поліська, Польова, Тиха, Центральна), Лучичі (вул. Восьмогоберезня, Короленка, Крайня, Лесі Українки, Миру, Нова, ПершогоТравня, Пушкіна, Тиха), Зорине (вул. Крайня, Польова, Херма, Центральна, Шкільна), Заброди (вул. Артема, Зелена, Лесі Українки, Молодіжна, Нова, Річна, Садова, Шевченка, Шкільна), Адамівка (вул. Липнева, Лісова, Нова, Тиха, Центральна) — [362, 91, 1443, 109]
schedule-row — [291, 496, 1443, 514]
schedule-row — [291, 1027, 1443, 1037]
settlements-cell: Яловичі (вул. Жовтнева, Польова, Світла, Східна, Тиха, Шкільна, ), Самари-Орхові (вул. Лісова, Молодіжна, Незалежності, Підлісна, Поліська, Польова, Свидівська, Травнева, Центральна, Шкільна), Самари (вул. Озірна, х. Підвишні), Окачене (вул. Лесі Українки, Тиха, Шевченка), Межисить (вул. Біловідська, Зелена, Лесі Українки, Незалежності, Підлісна, Центральна, Шкільна), Мале Орікове (вул. Озірна), Залюття (вул. Тиха), Бродятине (вул. Приймацька, Тиха), Березники (вул. Загірська, Центральна) — [362, 596, 1443, 614]
settlements-cell: Річиця (вул. Богоміцька, Забродівська, Заозерна, Лесі Українки, Лісова, Лугова, Нова, Підгірна, Підгірська, Провідніцька, Тиха, Центральна, ) — [362, 246, 1443, 255]
settlements-cell: Яловичі (вул. Висока, Лесі Українки, Лісова, Молодіжна, Незалежності, Поліська, Польова, Світла, Східна, Центральна, Шкільна, ), Теребовичі (вул. Зелена, Озірна, Сащівська, Центральна), Самари (вул. Газіна, Гранична, Кришевська, Молодіжна, Набережна, Нова, Озірна, Орхівська, Польова, Прикордонна, Сергиєва, Соборна, Соснова, Центральна, Ярмолюка), Річиця (вул. Підгірна, Приозерна, Рингова, Річкова, Центральна, Шкільна), Піски-Річицькі (вул. Вишнева, Зелена, Молодіжна, Московська, Набережна, Нова, Підгірна, Садова, Самарівська, Тиха, Центральна, Шкільна), Хотешів (вул. Загребелля, Зелена, Лесі Українки, Набережна, Нова, Прилісна, Центральна, Шкільна, Заливське (вул. Лісова, Польова, Прикордонна, Травнева), Голоевище (вул. Грушевського, Садова, Центральна), Боровуха (вул. Лісова, Польова, Центральна, Шевченка) — [362, 219, 1443, 246]
